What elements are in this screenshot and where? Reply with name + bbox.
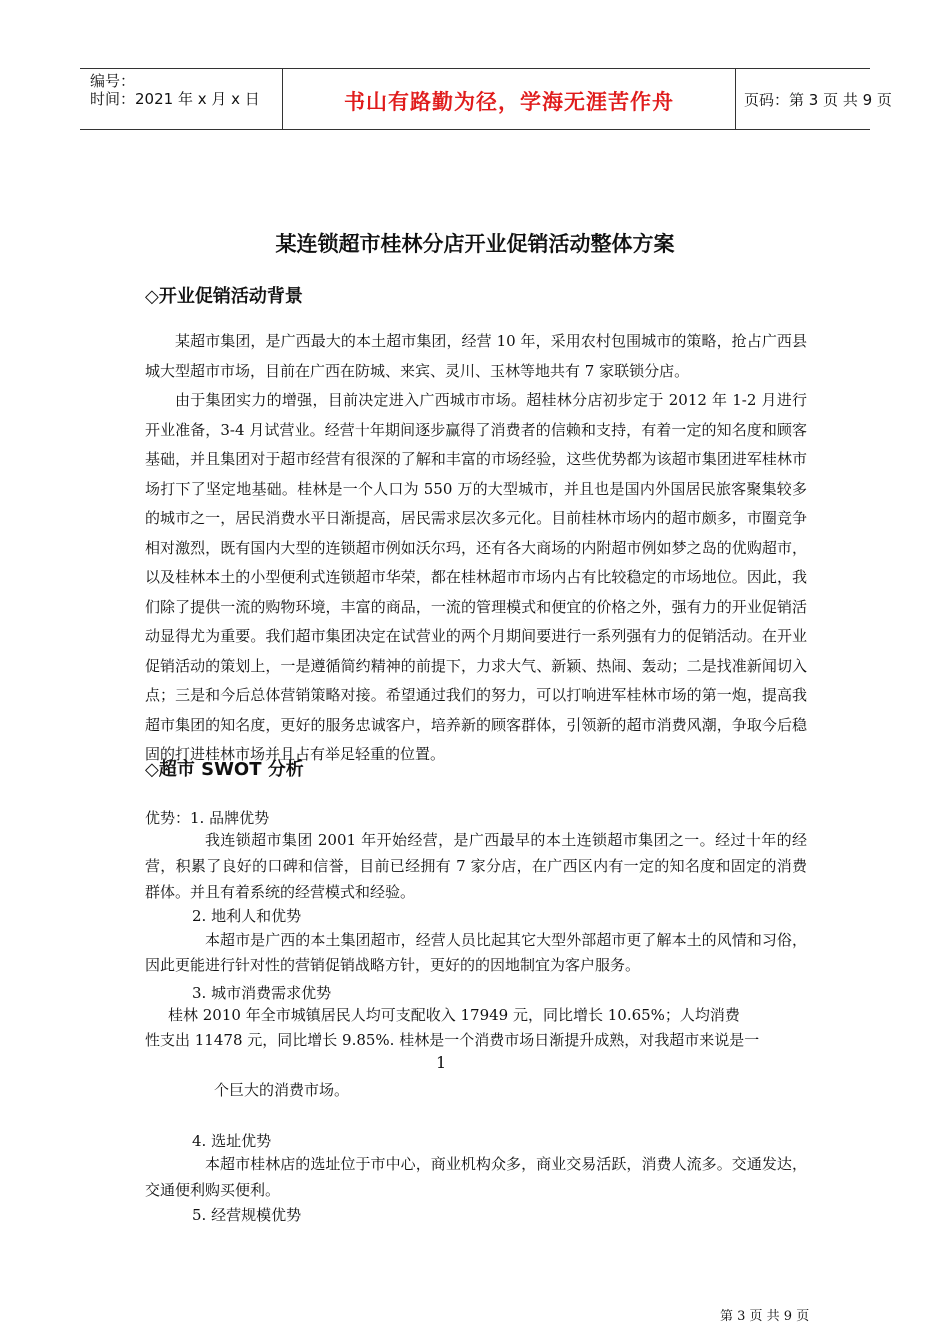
item3-text-line2: 性支出 11478 元，同比增长 9.85%. 桂林是一个消费市场日渐提升成熟，对我超市来说是一: [145, 1031, 760, 1049]
item4-label: 4. 选址优势: [192, 1132, 272, 1150]
swot-heading: ◇超市 SWOT 分析: [145, 759, 304, 780]
background-paragraph-2: 由于集团实力的增强，目前决定进入广西城市市场。超桂林分店初步定于 2012 年 1-2 月进行开业准备，3-4 月试营业。经营十年期间逐步赢得了消费者的信赖和支持，有着一定的知名度和顾客基础，并且集团对于超市经营有很深的了解和丰富的市场经验，这些优势都为该超市集团进军桂林市场打下了坚定地基础。桂林是一个人口为 550 万的大型城市，并且也是国内外国居民旅客聚集较多的城市之一，居民消费水平日渐提高，居民需求层次多元化。目前桂林市场内的超市颇多，市圈竞争相对激烈，既有国内大型的连锁超市例如沃尔玛，还有各大商场的内附超市例如梦之岛的优购超市，以及桂林本土的小型便利式连锁超市华荣，都在桂林超市市场内占有比较稳定的市场地位。因此，我们除了提供一流的购物环境，丰富的商品，一流的管理模式和便宜的价格之外，强有力的开业促销活动显得尤为重要。我们超市集团决定在试营业的两个月期间要进行一系列强有力的促销活动。在开业促销活动的策划上，一是遵循简约精神的前提下，力求大气、新颖、热闹、轰动；二是找准新闻切入点；三是和今后总体营销策略对接。希望通过我们的努力，可以打响进军桂林市场的第一炮，提高我超市集团的知名度，更好的服务忠诚客户，培养新的顾客群体，引领新的超市消费风潮，争取今后稳固的打进桂林市场并且占有举足轻重的位置。: [145, 391, 807, 763]
number-label: 编号：: [90, 72, 136, 90]
header-table: [80, 68, 892, 130]
item3-text-line3: 个巨大的消费市场。: [214, 1081, 350, 1099]
page-code: 页码：第 3 页 共 9 页: [744, 91, 892, 109]
item5-label: 5. 经营规模优势: [192, 1206, 302, 1224]
header-motto-cell: [282, 69, 736, 129]
item3-text-line1: 桂林 2010 年全市城镇居民人均可支配收入 17949 元，同比增长 10.65%；人均消费: [168, 1006, 740, 1024]
page-number: 1: [436, 1053, 447, 1072]
document-title: 某连锁超市桂林分店开业促销活动整体方案: [275, 232, 675, 256]
motto: 书山有路勤为径，学海无涯苦作舟: [344, 90, 674, 114]
background-paragraph-1: 某超市集团，是广西最大的本土超市集团，经营 10 年，采用农村包围城市的策略，抢占广西县城大型超市市场，目前在广西在防城、来宾、灵川、玉林等地共有 7 家联锁分店。: [145, 332, 807, 380]
header-info-cell: [80, 69, 282, 129]
brand-advantage-text: 我连锁超市集团 2001 年开始经营，是广西最早的本土连锁超市集团之一。经过十年的经营，积累了良好的口碑和信誉，目前已经拥有 7 家分店，在广西区内有一定的知名度和固定的消费群体。并且有着系统的经营模式和经验。: [145, 831, 807, 901]
header-page-cell: [736, 69, 892, 129]
page-footer: 第 3 页 共 9 页: [720, 1309, 810, 1324]
time-label: 时间：2021 年 x 月 x 日: [90, 90, 260, 108]
item2-label: 2. 地利人和优势: [192, 907, 302, 925]
item3-label: 3. 城市消费需求优势: [192, 984, 332, 1002]
background-heading: ◇开业促销活动背景: [145, 286, 303, 307]
item4-text: 本超市桂林店的选址位于市中心，商业机构众多，商业交易活跃，消费人流多。交通发达，交通便利购买便利。: [145, 1155, 807, 1199]
item2-text: 本超市是广西的本土集团超市，经营人员比起其它大型外部超市更了解本土的风情和习俗，因此更能进行针对性的营销促销战略方针，更好的的因地制宜为客户服务。: [145, 931, 807, 974]
strength-label: 优势：1. 品牌优势: [145, 809, 270, 827]
